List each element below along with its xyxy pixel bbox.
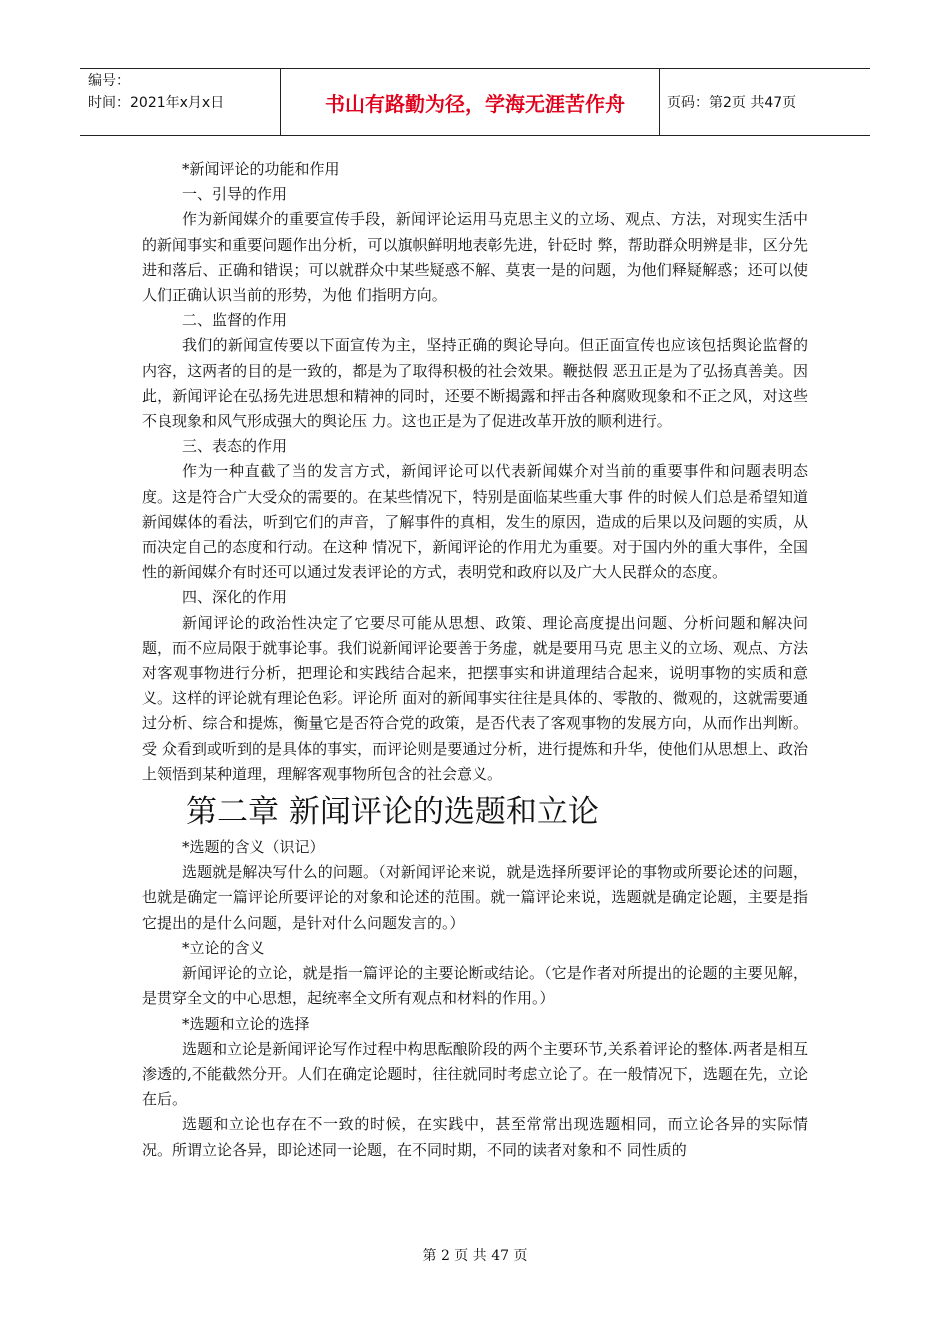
section-heading-functions: *新闻评论的功能和作用 — [182, 160, 340, 178]
heading-topic-meaning: *选题的含义（识记） — [182, 838, 325, 857]
header-bottom-rule — [80, 135, 870, 136]
document-time-label: 时间：2021年x月x日 — [88, 95, 225, 111]
paragraph-guidance: 作为新闻媒介的重要宣传手段，新闻评论运用马克思主义的立场、观点、方法，对现实生活中的新闻事实和重要问题作出分析，可以旗帜鲜明地表彰先进，针砭时 弊，帮助群众明辨是非，区分先进和落后、正确和错误；可以就群众中某些疑惑不解、莫衷一是的问题，为他们释疑解惑；还可以使人们正确认识当前的形势，为他 们指明方向。 — [142, 210, 808, 305]
paragraph-topic-argument-choice: 选题和立论是新闻评论写作过程中构思酝酿阶段的两个主要环节,关系着评论的整体.两者是相互渗透的,不能截然分开。人们在确定论题时，往往就同时考虑立论了。在一般情况下，选题在先，立论在后。 — [142, 1039, 808, 1109]
paragraph-deepening: 新闻评论的政治性决定了它要尽可能从思想、政策、理论高度提出问题、分析问题和解决问题，而不应局限于就事论事。我们说新闻评论要善于务虚，就是要用马克 思主义的立场、观点、方法对客观事物进行分析，把理论和实践结合起来，把摆事实和讲道理结合起来，说明事物的实质和意义。这样的评论就有理论色彩。评论所 面对的新闻事实往往是具体的、零散的、微观的，这就需要通过分析、综合和提炼，衡量它是否符合党的政策，是否代表了客观事物的发展方向，从而作出判断。受 众看到或听到的是具体的事实，而评论则是要通过分析，进行提炼和升华，使他们从思想上、政治上领悟到某种道理，理解客观事物所包含的社会意义。 — [142, 613, 808, 783]
paragraph-topic-argument-difference: 选题和立论也存在不一致的时候，在实践中，甚至常常出现选题相同，而立论各异的实际情况。所谓立论各异，即论述同一论题，在不同时期，不同的读者对象和不 同性质的 — [142, 1115, 808, 1159]
document-body — [142, 157, 808, 1163]
header-motto: 书山有路勤为径，学海无涯苦作舟 — [325, 92, 625, 116]
chapter-title: 第二章 新闻评论的选题和立论 — [186, 794, 599, 831]
page-footer: 第 2 页 共 47 页 — [422, 1248, 528, 1264]
subheading-deepening: 四、深化的作用 — [182, 588, 288, 607]
page-header — [80, 68, 870, 136]
paragraph-topic-meaning: 选题就是解决写什么的问题。（对新闻评论来说，就是选择所要评论的事物或所要论述的问题，也就是确定一篇评论所要评论的对象和论述的范围。就一篇评论来说，选题就是确定论题，主要是指它提出的是什么问题，是针对什么问题发言的。） — [142, 863, 808, 932]
subheading-guidance: 一、引导的作用 — [182, 185, 288, 204]
paragraph-supervision: 我们的新闻宣传要以下面宣传为主，坚持正确的舆论导向。但正面宣传也应该包括舆论监督的内容，这两者的目的是一致的，都是为了取得积极的社会效果。鞭挞假 恶丑正是为了弘扬真善美。因此，新闻评论在弘扬先进思想和精神的同时，还要不断揭露和抨击各种腐败现象和不正之风，对这些不良现象和风气形成强大的舆论压 力。这也正是为了促进改革开放的顺利进行。 — [142, 336, 808, 431]
paragraph-argument-meaning: 新闻评论的立论，就是指一篇评论的主要论断或结论。（它是作者对所提出的论题的主要见解，是贯穿全文的中心思想，起统率全文所有观点和材料的作用。） — [142, 964, 808, 1008]
heading-topic-argument-choice: *选题和立论的选择 — [182, 1014, 310, 1033]
header-page-info: 页码：第2页 共47页 — [667, 95, 797, 111]
document-number-label: 编号： — [88, 73, 130, 89]
subheading-supervision: 二、监督的作用 — [182, 311, 288, 330]
heading-argument-meaning: *立论的含义 — [182, 938, 265, 957]
paragraph-stance: 作为一种直截了当的发言方式，新闻评论可以代表新闻媒介对当前的重要事件和问题表明态度。这是符合广大受众的需要的。在某些情况下，特别是面临某些重大事 件的时候人们总是希望知道新闻媒体的看法，听到它们的声音，了解事件的真相，发生的原因，造成的后果以及问题的实质，从而决定自己的态度和行动。在这种 情况下，新闻评论的作用尤为重要。对于国内外的重大事件，全国性的新闻媒介有时还可以通过发表评论的方式，表明党和政府以及广大人民群众的态度。 — [142, 462, 808, 582]
header-meta — [88, 70, 224, 114]
header-top-rule — [80, 68, 870, 69]
header-divider-left — [280, 68, 281, 136]
subheading-stance: 三、表态的作用 — [182, 437, 288, 456]
